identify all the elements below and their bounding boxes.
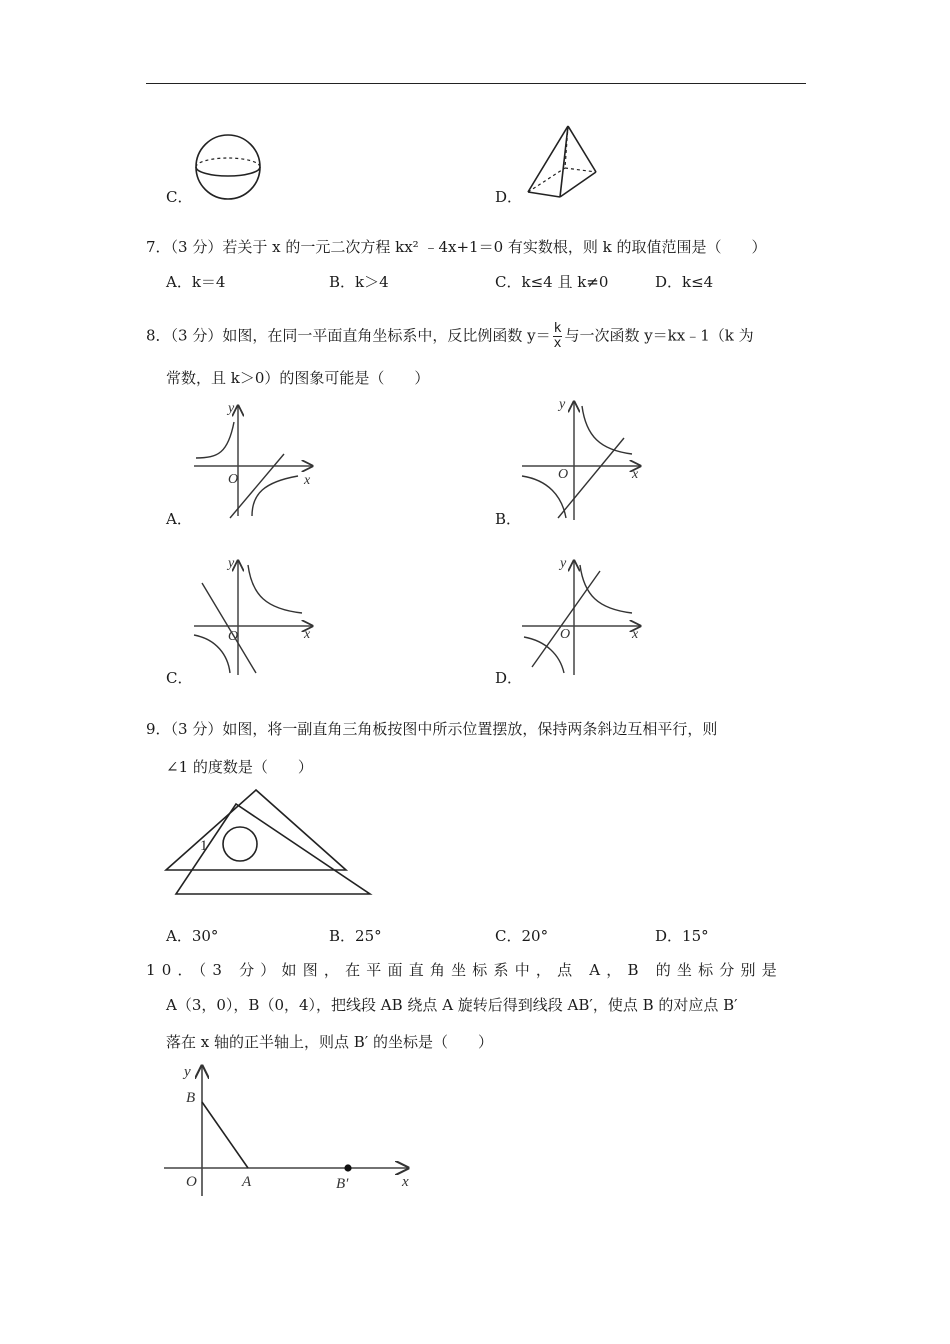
sphere-figure — [190, 132, 270, 202]
q8-c-origin: O — [228, 629, 239, 644]
q6-option-c[interactable]: C． — [166, 188, 193, 206]
q10-stem-line3: 落在 x 轴的正半轴上，则点 B′ 的坐标是（ ） — [166, 1033, 493, 1051]
q8-graph-b — [518, 396, 648, 526]
q7-option-c[interactable]: C．k≤4 且 k≠0 — [495, 273, 609, 291]
q10-o-label: O — [186, 1174, 197, 1190]
q8-a-origin: O — [228, 472, 239, 487]
q8-graph-a — [190, 398, 320, 523]
q8-graph-c — [190, 555, 320, 680]
q7-option-b[interactable]: B．k＞4 — [329, 273, 389, 291]
q7-option-a[interactable]: A．k＝4 — [166, 273, 226, 291]
q8-c-x-label: x — [304, 627, 311, 642]
q9-angle-label: 1 — [200, 838, 208, 854]
q10-x-label: x — [402, 1174, 409, 1190]
q8-stem-line2: 常数，且 k＞0）的图象可能是（ ） — [166, 369, 430, 387]
q8-d-y-label: y — [560, 556, 567, 571]
q8-b-origin: O — [558, 467, 569, 482]
q10-a-label: A — [242, 1174, 252, 1190]
q8-c-y-label: y — [228, 556, 235, 571]
q8-d-x-label: x — [632, 627, 639, 642]
q8-graph-d — [518, 555, 648, 680]
q10-y-label: y — [184, 1064, 191, 1080]
q9-option-d[interactable]: D．15° — [655, 927, 709, 945]
q9-option-a[interactable]: A．30° — [166, 927, 219, 945]
q10-stem-line2: A（3，0），B（0，4），把线段 AB 绕点 A 旋转后得到线段 AB′，使点 B 的对应点 B′ — [166, 996, 738, 1014]
q8-b-x-label: x — [632, 467, 639, 482]
q8-option-d[interactable]: D． — [495, 669, 523, 687]
q8-option-c[interactable]: C． — [166, 669, 193, 687]
q8-option-a[interactable]: A． — [166, 510, 192, 528]
q9-option-b[interactable]: B．25° — [329, 927, 382, 945]
q10-b-label: B — [186, 1090, 196, 1106]
q10-bprime-label: B′ — [336, 1176, 349, 1192]
pyramid-figure — [520, 122, 610, 202]
q9-option-c[interactable]: C．20° — [495, 927, 549, 945]
q9-triangles-figure — [160, 786, 380, 898]
q10-stem-line1: 10．（3 分）如图，在平面直角坐标系中，点 A，B 的坐标分别是 — [146, 961, 783, 979]
q8-b-y-label: y — [559, 397, 566, 412]
q8-d-origin: O — [560, 627, 571, 642]
q8-a-x-label: x — [304, 473, 311, 488]
q8-stem-after: 与一次函数 y＝kx﹣1（k 为 — [564, 326, 754, 345]
q9-stem-line1: 9．（3 分）如图，将一副直角三角板按图中所示位置摆放，保持两条斜边互相平行，则 — [146, 720, 718, 738]
q10-coordinate-figure — [160, 1060, 420, 1200]
q8-stem — [146, 322, 754, 351]
q7-option-d[interactable]: D．k≤4 — [655, 273, 714, 291]
q8-frac-den: x — [553, 336, 562, 351]
q8-option-b[interactable]: B． — [495, 510, 522, 528]
q9-stem-line2: ∠1 的度数是（ ） — [166, 758, 313, 776]
q8-a-y-label: y — [228, 401, 235, 416]
q6-option-d[interactable]: D． — [495, 188, 523, 206]
q8-frac-num: k — [553, 321, 562, 336]
q8-fraction — [553, 322, 563, 351]
q8-stem-before: 8．（3 分）如图，在同一平面直角坐标系中，反比例函数 y＝ — [146, 326, 551, 345]
header-rule — [146, 83, 806, 84]
q7-stem: 7．（3 分）若关于 x 的一元二次方程 kx² ﹣4x+1＝0 有实数根，则 k 的取值范围是（ ） — [146, 238, 767, 256]
